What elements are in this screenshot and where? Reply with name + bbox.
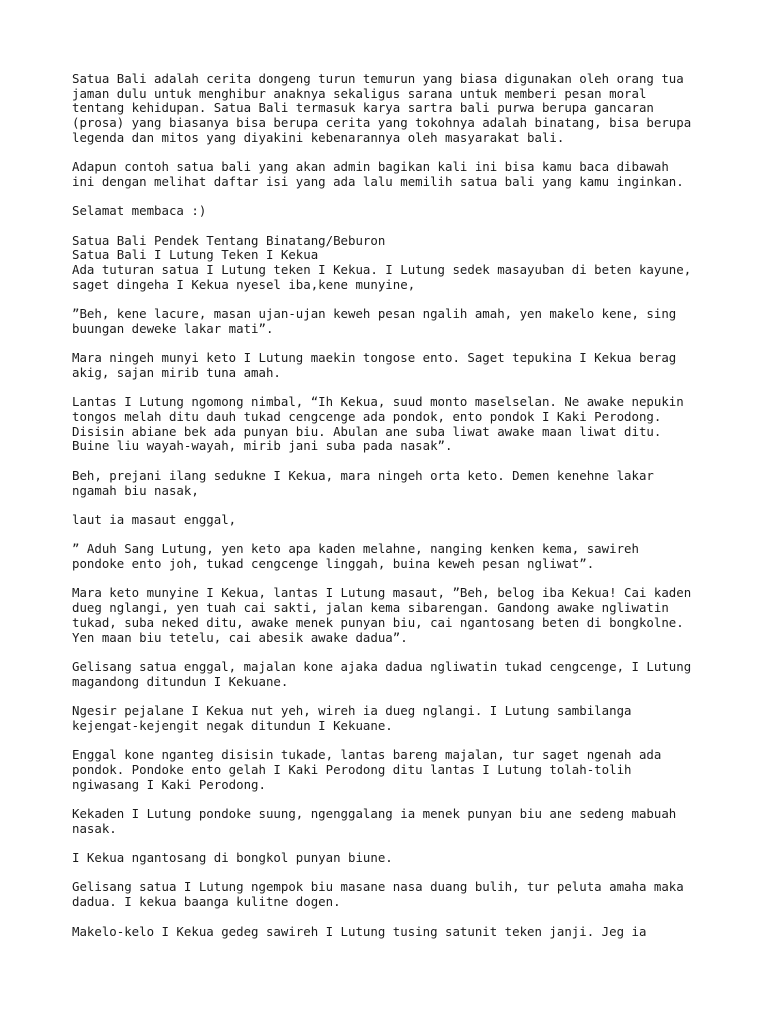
paragraph: [72, 925, 712, 940]
text-line: Satua Bali Pendek Tentang Binatang/Beburon: [72, 232, 386, 248]
text-line: legenda dan mitos yang diyakini kebenarannya oleh masyarakat bali.: [72, 129, 565, 145]
paragraph: [72, 234, 712, 293]
text-line: Adapun contoh satua bali yang akan admin bagikan kali ini bisa kamu baca dibawah: [72, 159, 669, 175]
paragraph: [72, 660, 712, 689]
text-line: Gelisang satua enggal, majalan kone ajaka dadua ngliwatin tukad cengcenge, I Lutung: [72, 658, 692, 674]
text-line: (prosa) yang biasanya bisa berupa cerita yang tokohnya adalah binatang, bisa berupa: [72, 115, 692, 131]
paragraph: [72, 880, 712, 909]
text-line: Buine liu wayah-wayah, mirib jani suba pada nasak”.: [72, 438, 453, 454]
text-line: ini dengan melihat daftar isi yang ada lalu memilih satua bali yang kamu inginkan.: [72, 173, 684, 189]
text-line: tentang kehidupan. Satua Bali termasuk karya sartra bali purwa berupa gancaran: [72, 100, 654, 116]
text-line: Enggal kone nganteg disisin tukade, lantas bareng majalan, tur saget ngenah ada: [72, 747, 662, 763]
text-line: Beh, prejani ilang sedukne I Kekua, mara ningeh orta keto. Demen kenehne lakar: [72, 467, 654, 483]
text-line: Disisin abiane bek ada punyan biu. Abulan ane suba liwat awake maan liwat ditu.: [72, 423, 662, 439]
text-line: ” Aduh Sang Lutung, yen keto apa kaden melahne, nanging kenken kema, sawireh: [72, 541, 639, 557]
text-line: tongos melah ditu dauh tukad cengcenge ada pondok, ento pondok I Kaki Perodong.: [72, 409, 662, 425]
text-line: Yen maan biu tetelu, cai abesik awake dadua”.: [72, 629, 408, 645]
text-line: kejengat-kejengit negak ditundun I Kekuane.: [72, 717, 393, 733]
paragraph: [72, 160, 712, 189]
text-line: Ngesir pejalane I Kekua nut yeh, wireh ia dueg nglangi. I Lutung sambilanga: [72, 703, 632, 719]
text-line: ngamah biu nasak,: [72, 482, 199, 498]
text-line: jaman dulu untuk menghibur anaknya sekaligus sarana untuk memberi pesan moral: [72, 85, 647, 101]
paragraph: [72, 204, 712, 219]
paragraph: [72, 469, 712, 498]
text-line: laut ia masaut enggal,: [72, 511, 237, 527]
text-line: tukad, suba neked ditu, awake menek punyan biu, cai ngantosang beten di bongkolne.: [72, 614, 684, 630]
text-line: dadua. I kekua baanga kulitne dogen.: [72, 894, 341, 910]
text-line: pondoke ento joh, tukad cengcenge linggah, buina keweh pesan ngliwat”.: [72, 556, 595, 572]
text-line: I Kekua ngantosang di bongkol punyan biune.: [72, 850, 393, 866]
text-line: Mara ningeh munyi keto I Lutung maekin tongose ento. Saget tepukina I Kekua berag: [72, 350, 677, 366]
text-line: Selamat membaca :): [72, 203, 207, 219]
text-line: akig, sajan mirib tuna amah.: [72, 364, 281, 380]
text-line: Lantas I Lutung ngomong nimbal, “Ih Kekua, suud monto maselselan. Ne awake nepukin: [72, 394, 684, 410]
text-line: saget dingeha I Kekua nyesel iba,kene munyine,: [72, 276, 416, 292]
text-line: buungan deweke lakar mati”.: [72, 320, 274, 336]
paragraph: [72, 307, 712, 336]
text-line: ngiwasang I Kaki Perodong.: [72, 776, 266, 792]
text-line: Ada tuturan satua I Lutung teken I Kekua. I Lutung sedek masayuban di beten kayune,: [72, 262, 692, 278]
text-line: Kekaden I Lutung pondoke suung, ngenggalang ia menek punyan biu ane sedeng mabuah: [72, 805, 677, 821]
paragraph: [72, 395, 712, 454]
text-line: Makelo-kelo I Kekua gedeg sawireh I Lutung tusing satunit teken janji. Jeg ia: [72, 923, 647, 939]
text-line: Satua Bali I Lutung Teken I Kekua: [72, 247, 319, 263]
paragraph: [72, 704, 712, 733]
paragraph: [72, 351, 712, 380]
text-line: Mara keto munyine I Kekua, lantas I Lutung masaut, ”Beh, belog iba Kekua! Cai kaden: [72, 585, 692, 601]
text-line: dueg nglangi, yen tuah cai sakti, jalan kema sibarengan. Gandong awake ngliwatin: [72, 600, 669, 616]
text-line: ”Beh, kene lacure, masan ujan-ujan keweh pesan ngalih amah, yen makelo kene, sing: [72, 306, 677, 322]
paragraph: [72, 513, 712, 528]
document-page: [72, 72, 712, 939]
paragraph: [72, 586, 712, 645]
paragraph: [72, 748, 712, 792]
text-line: nasak.: [72, 820, 117, 836]
text-line: Satua Bali adalah cerita dongeng turun temurun yang biasa digunakan oleh orang tua: [72, 71, 684, 86]
paragraph: [72, 72, 712, 146]
text-line: magandong ditundun I Kekuane.: [72, 673, 289, 689]
text-line: pondok. Pondoke ento gelah I Kaki Perodong ditu lantas I Lutung tolah-tolih: [72, 761, 632, 777]
paragraph: [72, 851, 712, 866]
paragraph: [72, 807, 712, 836]
paragraph: [72, 542, 712, 571]
text-line: Gelisang satua I Lutung ngempok biu masane nasa duang bulih, tur peluta amaha maka: [72, 879, 684, 895]
